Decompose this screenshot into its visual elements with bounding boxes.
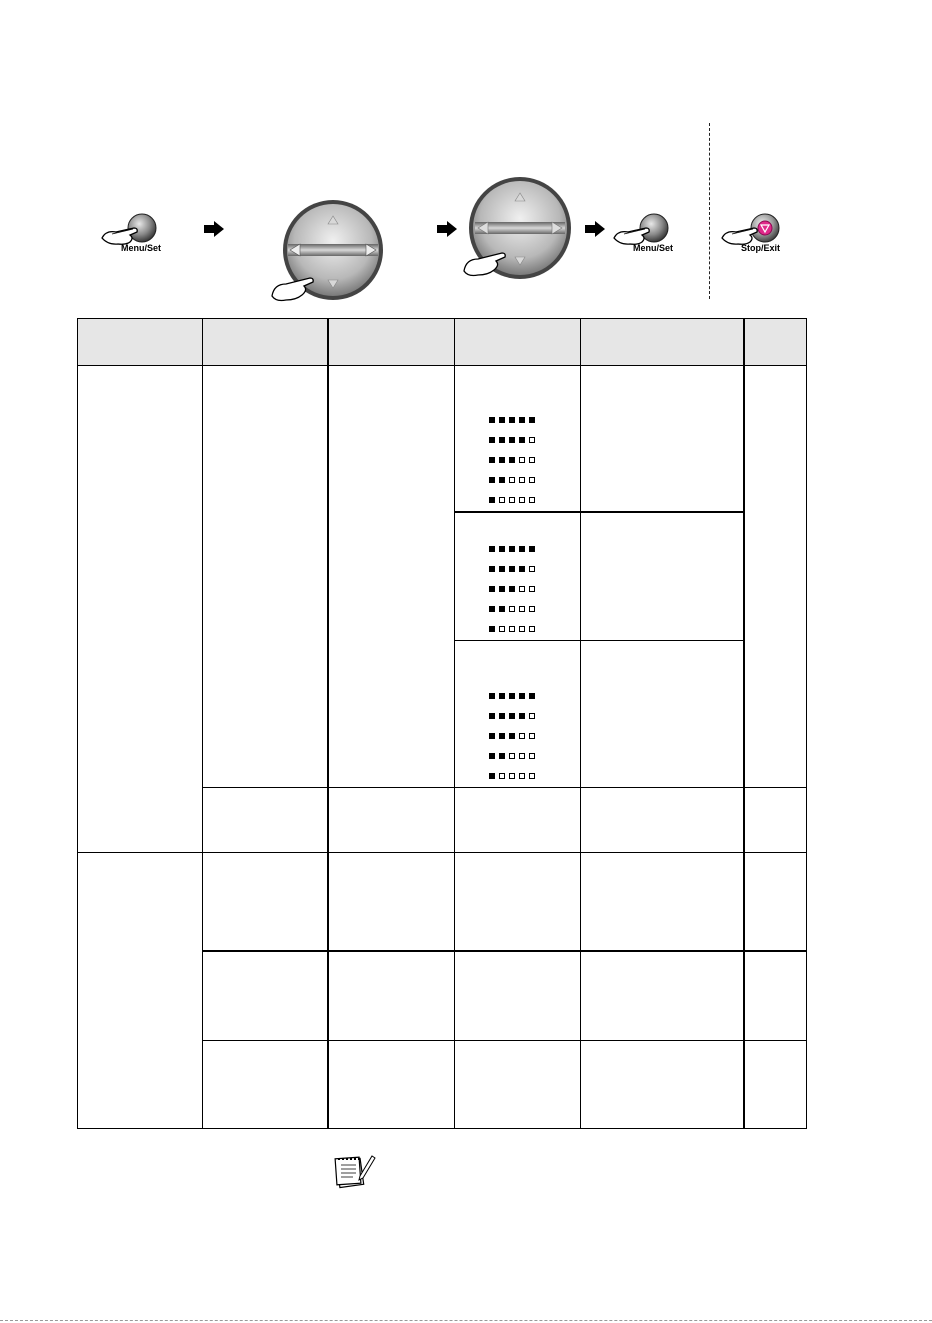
- level-indicator-4: [489, 563, 539, 575]
- stop-exit-label: Stop/Exit: [741, 243, 781, 253]
- table-header-row: [77, 318, 806, 365]
- level-indicator-1: [489, 623, 539, 635]
- table-rule: [454, 318, 455, 1129]
- level-indicator-5: [489, 414, 539, 426]
- table-rule: [77, 365, 807, 366]
- table-rule: [454, 640, 744, 641]
- menu-set-label: Menu/Set: [633, 243, 674, 253]
- table-rule: [77, 852, 807, 853]
- table-rule: [77, 1128, 807, 1129]
- level-indicator-2: [489, 603, 539, 615]
- table-rule: [77, 318, 78, 1129]
- level-indicator-3: [489, 583, 539, 595]
- table-rule: [203, 950, 807, 952]
- level-indicator-5: [489, 543, 539, 555]
- table-rule: [202, 318, 203, 1129]
- level-indicator-3: [489, 454, 539, 466]
- level-indicator-3: [489, 730, 539, 742]
- level-indicator-2: [489, 750, 539, 762]
- table-rule: [580, 318, 581, 1129]
- note-pad-icon: [332, 1150, 376, 1190]
- page-cut-line: [0, 1320, 932, 1321]
- level-indicator-4: [489, 434, 539, 446]
- level-indicator-2: [489, 474, 539, 486]
- table-rule: [203, 1040, 807, 1041]
- table-rule: [203, 787, 807, 788]
- table-rule: [77, 318, 807, 319]
- level-indicator-5: [489, 690, 539, 702]
- table-rule: [327, 318, 329, 1129]
- level-indicator-1: [489, 494, 539, 506]
- table-rule: [454, 511, 744, 513]
- table-rule: [743, 318, 745, 1129]
- menu-set-label: Menu/Set: [121, 243, 162, 253]
- level-indicator-1: [489, 770, 539, 782]
- table-rule: [806, 318, 807, 1129]
- level-indicator-4: [489, 710, 539, 722]
